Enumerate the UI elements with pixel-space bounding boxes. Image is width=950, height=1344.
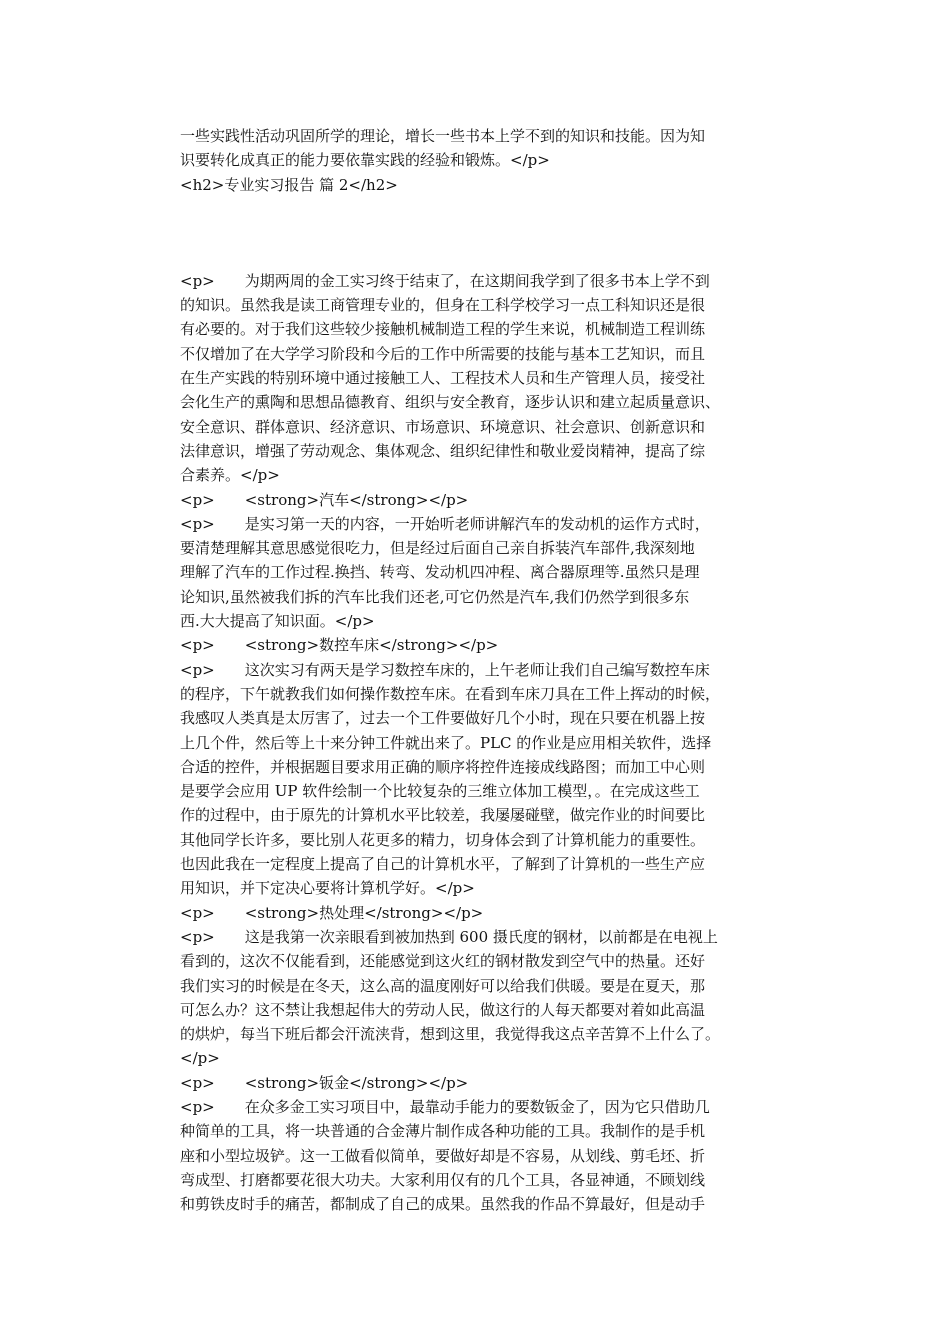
text-line: 我们实习的时候是在冬天，这么高的温度刚好可以给我们供暖。要是在夏天，那: [180, 976, 706, 995]
subheading-line: <p> <strong>汽车</strong></p>: [180, 490, 469, 509]
text-line: 合素养。</p>: [180, 466, 280, 485]
text-line: 合适的控件，并根据题目要求用正确的顺序将控件连接成线路图；而加工中心则: [180, 757, 706, 776]
text-line: <p> 这次实习有两天是学习数控车床的，上午老师让我们自己编写数控车床: [180, 660, 710, 679]
text-line: 看到的，这次不仅能看到，还能感觉到这火红的钢材散发到空气中的热量。还好: [180, 952, 706, 971]
text-line: 安全意识、群体意识、经济意识、市场意识、环境意识、社会意识、创新意识和: [180, 417, 706, 436]
section-gap: [180, 197, 780, 269]
text-line: 弯成型、打磨都要花很大功夫。大家利用仅有的几个工具，各显神通，不顾划线: [180, 1170, 706, 1189]
text-line: 上几个件，然后等上十来分钟工件就出来了。PLC 的作业是应用相关软件，选择: [180, 733, 712, 752]
text-line: 种简单的工具，将一块普通的合金薄片制作成各种功能的工具。我制作的是手机: [180, 1122, 706, 1141]
text-line: 一些实践性活动巩固所学的理论，增长一些书本上学不到的知识和技能。因为知: [180, 127, 706, 145]
section-heading-line: <h2>专业实习报告 篇 2</h2>: [180, 175, 398, 194]
text-line: <p> 在众多金工实习项目中，最靠动手能力的要数钣金了，因为它只借助几: [180, 1097, 710, 1116]
subheading-line: <p> <strong>热处理</strong></p>: [180, 903, 484, 922]
text-line: 有必要的。对于我们这些较少接触机械制造工程的学生来说，机械制造工程训练: [180, 320, 706, 339]
text-line: 在生产实践的特别环境中通过接触工人、工程技术人员和生产管理人员，接受社: [180, 369, 706, 388]
text-line: <p> 为期两周的金工实习终于结束了，在这期间我学到了很多书本上学不到: [180, 271, 710, 290]
text-line: 要清楚理解其意思感觉很吃力，但是经过后面自己亲自拆装汽车部件,我深刻地: [180, 539, 695, 558]
subheading-line: <p> <strong>钣金</strong></p>: [180, 1073, 469, 1092]
text-line: 用知识，并下定决心要将计算机学好。</p>: [180, 879, 475, 898]
text-line: 的烘炉，每当下班后都会汗流浃背，想到这里，我觉得我这点辛苦算不上什么了。: [180, 1025, 721, 1044]
text-line: </p>: [180, 1049, 220, 1068]
text-line: <p> 是实习第一天的内容，一开始听老师讲解汽车的发动机的运作方式时，: [180, 514, 710, 533]
text-line: 作的过程中，由于原先的计算机水平比较差，我屡屡碰壁，做完作业的时间要比: [180, 806, 706, 825]
text-line: <p> 这是我第一次亲眼看到被加热到 600 摄氏度的钢材，以前都是在电视上: [180, 927, 718, 946]
document-page: [180, 124, 780, 1216]
text-line: 我感叹人类真是太厉害了，过去一个工件要做好几个小时，现在只要在机器上按: [180, 709, 706, 728]
text-line: 座和小型垃圾铲。这一工做看似简单，要做好却是不容易，从划线、剪毛坯、折: [180, 1146, 706, 1165]
text-line: 论知识,虽然被我们拆的汽车比我们还老,可它仍然是汽车,我们仍然学到很多东: [180, 587, 690, 606]
text-line: 识要转化成真正的能力要依靠实践的经验和锻炼。</p>: [180, 151, 550, 170]
text-line: 也因此我在一定程度上提高了自己的计算机水平，了解到了计算机的一些生产应: [180, 855, 706, 874]
text-line: 其他同学长许多，要比别人花更多的精力，切身体会到了计算机能力的重要性。: [180, 830, 706, 849]
text-line: 和剪铁皮时手的痛苦，都制成了自己的成果。虽然我的作品不算最好，但是动手: [180, 1195, 706, 1214]
text-line: 法律意识，增强了劳动观念、集体观念、组织纪律性和敬业爱岗精神，提高了综: [180, 441, 706, 460]
intro-block: [180, 124, 780, 197]
text-line: 的知识。虽然我是读工商管理专业的，但身在工科学校学习一点工科知识还是很: [180, 296, 706, 315]
text-line: 是要学会应用 UP 软件绘制一个比较复杂的三维立体加工模型，。在完成这些工: [180, 782, 700, 801]
body-block: [180, 269, 780, 1217]
subheading-line: <p> <strong>数控车床</strong></p>: [180, 636, 499, 655]
text-line: 的程序，下午就教我们如何操作数控车床。在看到车床刀具在工件上挥动的时候，: [180, 684, 721, 703]
text-line: 不仅增加了在大学学习阶段和今后的工作中所需要的技能与基本工艺知识，而且: [180, 344, 706, 363]
text-line: 可怎么办？这不禁让我想起伟大的劳动人民，做这行的人每天都要对着如此高温: [180, 1000, 706, 1019]
text-line: 会化生产的熏陶和思想品德教育、组织与安全教育，逐步认识和建立起质量意识、: [180, 393, 721, 412]
text-line: 理解了汽车的工作过程.换挡、转弯、发动机四冲程、离合器原理等.虽然只是理: [180, 563, 700, 582]
text-line: 西.大大提高了知识面。</p>: [180, 612, 375, 631]
